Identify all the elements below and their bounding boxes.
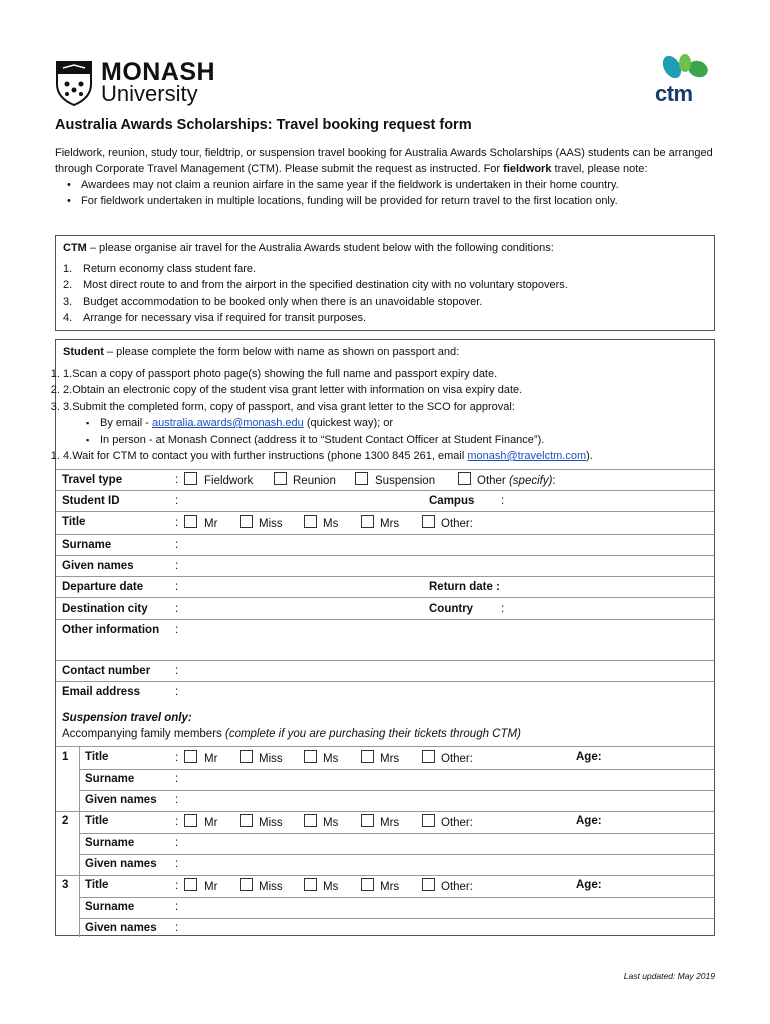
member-number: 1 bbox=[62, 751, 69, 763]
travel-type-row: Travel type : Fieldwork Reunion Suspension Other (specify): bbox=[56, 469, 714, 490]
member-surname-label: Surname bbox=[85, 901, 135, 913]
member-title-label: Title bbox=[85, 879, 109, 891]
member3-mrs-checkbox[interactable] bbox=[361, 878, 374, 891]
contact-row: Contact number : bbox=[56, 660, 714, 681]
member3-miss-checkbox[interactable] bbox=[240, 878, 253, 891]
member-age-label: Age: bbox=[576, 815, 602, 827]
member1-miss-checkbox[interactable] bbox=[240, 750, 253, 763]
intro-bullet: • For fieldwork undertaken in multiple locations, funding will be provided for return travel to the first location only. bbox=[67, 193, 715, 209]
email-address-label: Email address bbox=[62, 686, 140, 698]
ctm-conditions-box bbox=[55, 235, 715, 331]
contact-number-label: Contact number bbox=[62, 665, 151, 677]
return-date-label: Return date : bbox=[429, 581, 500, 593]
given-names-label: Given names bbox=[62, 560, 134, 572]
ms-checkbox[interactable] bbox=[304, 515, 317, 528]
member1-other-checkbox[interactable] bbox=[422, 750, 435, 763]
member-surname-label: Surname bbox=[85, 773, 135, 785]
intro-section bbox=[55, 145, 715, 209]
monash-crest-icon bbox=[55, 60, 93, 106]
student-steps-cont bbox=[63, 448, 708, 465]
list-item: 2. Most direct route to and from the airport in the specified destination city with no voluntary stopovers. bbox=[63, 279, 568, 291]
email-row: Email address : bbox=[56, 681, 714, 709]
member2-ms-checkbox[interactable] bbox=[304, 814, 317, 827]
surname-row: Surname : bbox=[56, 534, 714, 555]
departure-date-label: Departure date bbox=[62, 581, 144, 593]
student-id-row: Student ID : Campus : bbox=[56, 490, 714, 511]
member-column-divider bbox=[79, 747, 80, 937]
member-number: 2 bbox=[62, 815, 69, 827]
surname-label: Surname bbox=[62, 539, 112, 551]
reunion-checkbox[interactable] bbox=[274, 472, 287, 485]
destination-city-label: Destination city bbox=[62, 603, 148, 615]
ctm-email-link[interactable]: monash@travelctm.com bbox=[467, 450, 587, 462]
member1-mrs-checkbox[interactable] bbox=[361, 750, 374, 763]
departure-row: Departure date : Return date : bbox=[56, 576, 714, 597]
list-item: 3. 3.Submit the completed form, copy of passport, and visa grant letter to the SCO for approval: bbox=[63, 399, 708, 416]
mrs-checkbox[interactable] bbox=[361, 515, 374, 528]
given-names-row: Given names : bbox=[56, 555, 714, 576]
fieldwork-checkbox[interactable] bbox=[184, 472, 197, 485]
last-updated: Last updated: May 2019 bbox=[623, 971, 715, 981]
other-info-row: Other information : bbox=[56, 619, 714, 660]
list-item: 1. Return economy class student fare. bbox=[63, 262, 257, 275]
in-person-method: ▪ In person - at Monash Connect (address it to “Student Contact Officer at Student Finance”). bbox=[86, 432, 708, 449]
family-members-section: 1 Title : Mr Miss Ms Mrs Other: Age: Surname : Given names : 2 Title : Mr Miss Ms Mrs Other: Age: Surname : Given names : 3 Title : Mr Miss Ms Mrs Other: Age: Surname : Given names : bbox=[56, 746, 714, 937]
list-item: 2. 2.Obtain an electronic copy of the student visa grant letter with information on visa expiry date. bbox=[63, 382, 708, 399]
form-title: Australia Awards Scholarships: Travel booking request form bbox=[55, 117, 472, 133]
suspension-option-label: Suspension bbox=[375, 475, 436, 487]
student-id-label: Student ID bbox=[62, 495, 120, 507]
member-given-names-label: Given names bbox=[85, 794, 157, 806]
university-wordmark: University bbox=[101, 81, 198, 106]
member2-mr-checkbox[interactable] bbox=[184, 814, 197, 827]
member3-mr-checkbox[interactable] bbox=[184, 878, 197, 891]
intro-paragraph: Fieldwork, reunion, study tour, fieldtrip, or suspension travel booking for Australia Awards Scholarships (AAS) students can be arranged through Corporate Travel Management (CTM). Please submit the request as instructed. For fieldwork travel, please note: bbox=[55, 147, 713, 175]
title-row: Title : Mr Miss Ms Mrs Other: bbox=[56, 511, 714, 534]
suspension-checkbox[interactable] bbox=[355, 472, 368, 485]
list-item: 3. Budget accommodation to be booked only when there is an unavoidable stopover. bbox=[63, 295, 483, 308]
other-info-label: Other information bbox=[62, 624, 160, 636]
suspension-heading: Suspension travel only: bbox=[62, 712, 192, 724]
list-item: 1. 4.Wait for CTM to contact you with further instructions (phone 1300 845 261, email monash@travelctm.com). bbox=[63, 448, 708, 465]
miss-checkbox[interactable] bbox=[240, 515, 253, 528]
reunion-option-label: Reunion bbox=[293, 475, 336, 487]
member3-ms-checkbox[interactable] bbox=[304, 878, 317, 891]
fieldwork-option-label: Fieldwork bbox=[204, 475, 254, 487]
member-age-label: Age: bbox=[576, 879, 602, 891]
list-item: 4. Arrange for necessary visa if required for transit purposes. bbox=[63, 312, 367, 324]
ctm-logo bbox=[650, 53, 712, 108]
submission-methods bbox=[86, 415, 708, 448]
list-item: 1. 1.Scan a copy of passport photo page(s) showing the full name and passport expiry date. bbox=[63, 366, 708, 383]
ctm-box-heading: CTM – please organise air travel for the Australia Awards student below with the following conditions: bbox=[63, 242, 554, 254]
campus-label: Campus bbox=[429, 495, 475, 507]
member2-miss-checkbox[interactable] bbox=[240, 814, 253, 827]
member-surname-label: Surname bbox=[85, 837, 135, 849]
monash-logo bbox=[55, 60, 220, 108]
other-travel-checkbox[interactable] bbox=[458, 472, 471, 485]
member-given-names-label: Given names bbox=[85, 922, 157, 934]
country-label: Country bbox=[429, 603, 474, 615]
email-method: ▪ By email - australia.awards@monash.edu (quickest way); or bbox=[86, 415, 708, 432]
sco-email-link[interactable]: australia.awards@monash.edu bbox=[151, 417, 304, 429]
member3-other-checkbox[interactable] bbox=[422, 878, 435, 891]
ctm-wordmark: ctm bbox=[655, 81, 693, 106]
intro-bullet: • Awardees may not claim a reunion airfare in the same year if the fieldwork is undertaken in their home country. bbox=[67, 177, 715, 193]
member-number: 3 bbox=[62, 879, 69, 891]
student-heading: Student – please complete the form below with name as shown on passport and: bbox=[63, 346, 460, 358]
member1-ms-checkbox[interactable] bbox=[304, 750, 317, 763]
family-members-note: Accompanying family members (complete if you are purchasing their tickets through CTM) bbox=[62, 728, 521, 740]
member-age-label: Age: bbox=[576, 751, 602, 763]
suspension-heading-row bbox=[56, 709, 714, 746]
other-title-checkbox[interactable] bbox=[422, 515, 435, 528]
ctm-conditions-list bbox=[63, 261, 707, 327]
member2-other-checkbox[interactable] bbox=[422, 814, 435, 827]
monash-wordmark: MONASH bbox=[101, 58, 216, 86]
member-given-names-label: Given names bbox=[85, 858, 157, 870]
student-form bbox=[55, 339, 715, 936]
travel-type-label: Travel type bbox=[62, 474, 123, 486]
title-label: Title bbox=[62, 516, 86, 528]
member1-mr-checkbox[interactable] bbox=[184, 750, 197, 763]
member-title-label: Title bbox=[85, 751, 109, 763]
student-instructions bbox=[63, 344, 708, 465]
destination-row: Destination city : Country : bbox=[56, 597, 714, 619]
other-travel-option-label: Other (specify): bbox=[477, 475, 556, 487]
mr-checkbox[interactable] bbox=[184, 515, 197, 528]
intro-bullets bbox=[67, 177, 715, 209]
student-steps bbox=[63, 366, 708, 416]
member2-mrs-checkbox[interactable] bbox=[361, 814, 374, 827]
member-title-label: Title bbox=[85, 815, 109, 827]
